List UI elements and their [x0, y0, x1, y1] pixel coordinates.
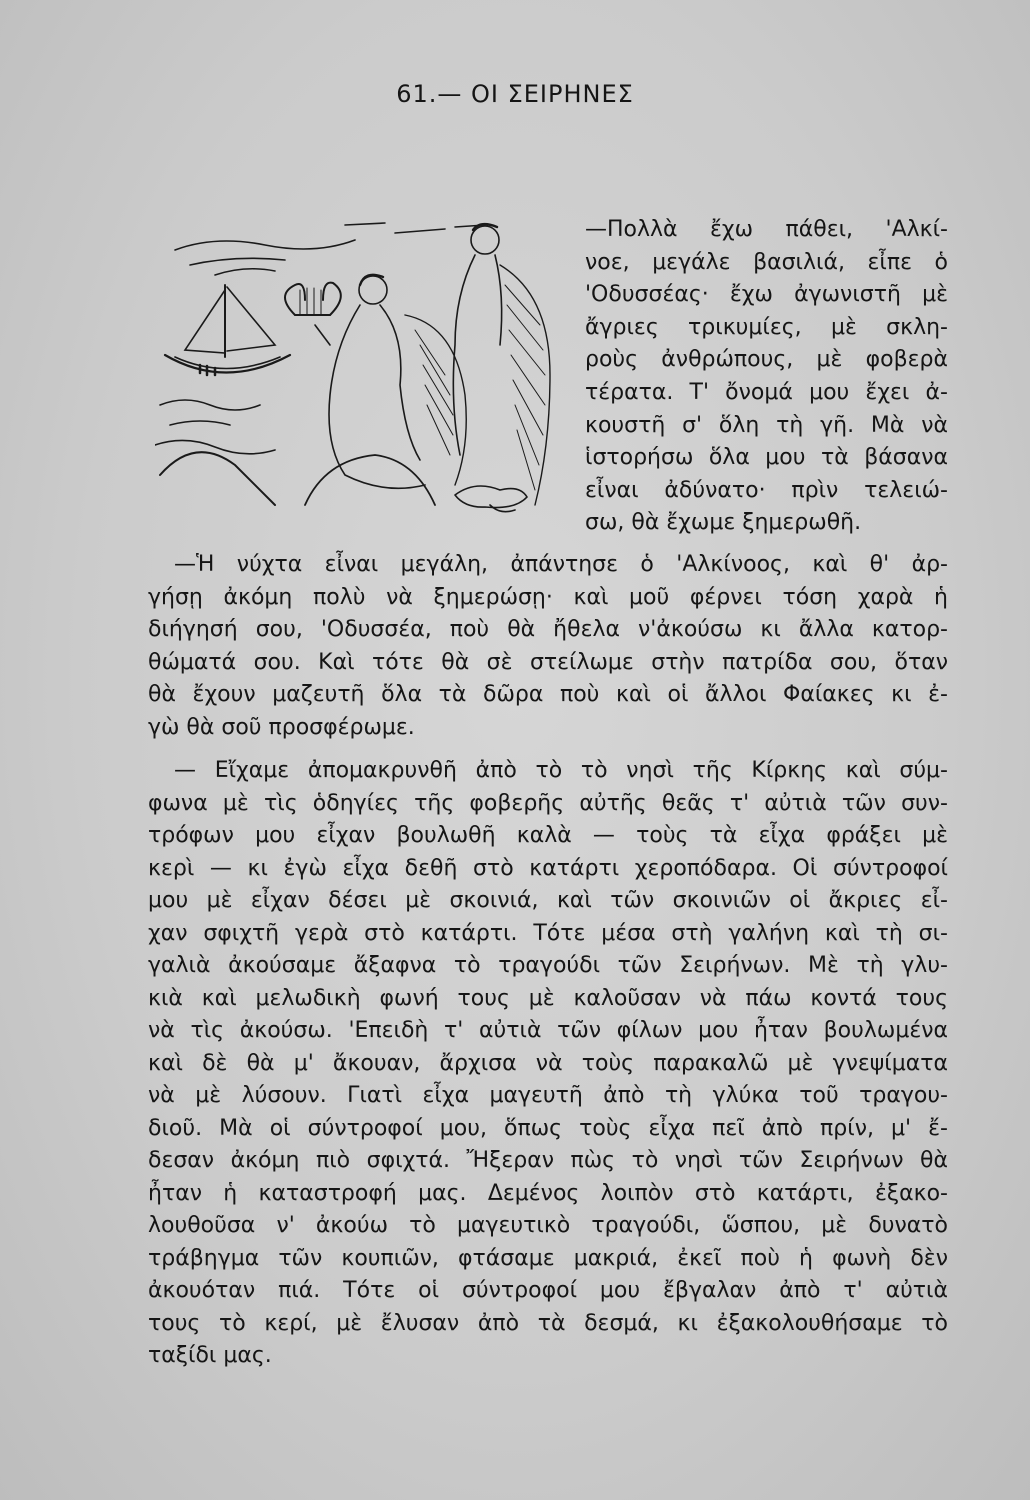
text-line: ἀκουόταν πιά. Τότε οἱ σύντροφοί μου ἔβγαλαν ἀπὸ τ' αὐτιὰ: [148, 1278, 948, 1303]
text-line: —Ἡ νύχτα εἶναι μεγάλη, ἀπάντησε ὁ 'Αλκίνοος, καὶ θ' ἀρ-: [174, 552, 948, 577]
text-line: καὶ δὲ θὰ μ' ἄκουαν, ἄρχισα νὰ τοὺς παρακαλῶ μὲ γνεψίματα: [148, 1050, 948, 1076]
text-line: μου μὲ εἶχαν δέσει μὲ σκοινιά, καὶ τῶν σκοινιῶν οἱ ἄκριες εἶ-: [148, 888, 948, 913]
text-line: θὰ ἔχουν μαζευτῆ ὅλα τὰ δῶρα ποὺ καὶ οἱ ἄλλοι Φαίακες κι ἐ-: [148, 682, 948, 707]
text-line: διοῦ. Μὰ οἱ σύντροφοί μου, ὅπως τοὺς εἶχα πεῖ ἀπὸ πρίν, μ' ἔ-: [148, 1115, 948, 1141]
text-line: — Εἴχαμε ἀπομακρυνθῆ ἀπὸ τὸ τὸ νησὶ τῆς Κίρκης καὶ σύμ-: [174, 758, 948, 783]
text-line: ἱστορήσω ὅλα μου τὰ βάσανα: [585, 445, 948, 471]
text-line: χαν σφιχτῆ γερὰ στὸ κατάρτι. Τότε μέσα στὴ γαλήνη καὶ τὴ σι-: [148, 920, 948, 946]
text-line: γήσῃ ἀκόμη πολὺ νὰ ξημερώσῃ· καὶ μοῦ φέρνει τόση χαρὰ ἡ: [148, 584, 948, 610]
text-line: τρόφων μου εἶχαν βουλωθῆ καλὰ — τοὺς τὰ εἶχα φράξει μὲ: [148, 823, 948, 848]
paragraph-1: [585, 214, 948, 540]
text-line: θώματά σου. Καὶ τότε θὰ σὲ στείλωμε στὴν πατρίδα σου, ὅταν: [148, 649, 948, 675]
text-line: σω, θὰ ἔχωμε ξημερωθῆ.: [585, 510, 862, 536]
paragraph-2: [148, 549, 948, 744]
text-line: ἦταν ἡ καταστροφή μας. Δεμένος λοιπὸν στὸ κατάρτι, ἐξακο-: [148, 1180, 948, 1206]
text-line: νὰ τὶς ἀκούσω. 'Επειδὴ τ' αὐτιὰ τῶν φίλων μου ἦταν βουλωμένα: [148, 1018, 948, 1043]
text-line: λουθοῦσα ν' ἀκούω τὸ μαγευτικὸ τραγούδι, ὥσπου, μὲ δυνατὸ: [148, 1213, 948, 1238]
text-line: νὰ μὲ λύσουν. Γιατὶ εἶχα μαγευτῆ ἀπὸ τὴ γλύκα τοῦ τραγου-: [148, 1083, 948, 1108]
chapter-title: 61.— ΟΙ ΣΕΙΡΗΝΕΣ: [396, 80, 634, 108]
text-line: ταξίδι μας.: [148, 1343, 272, 1368]
text-line: γαλιὰ ἀκούσαμε ἄξαφνα τὸ τραγούδι τῶν Σειρήνων. Μὲ τὴ γλυ-: [148, 953, 948, 978]
text-line: κουστῆ σ' ὅλη τὴ γῆ. Μὰ νὰ: [585, 412, 948, 438]
text-line: εἶναι ἀδύνατο· πρὶν τελειώ-: [585, 477, 948, 503]
text-line: κερὶ — κι ἐγὼ εἶχα δεθῆ στὸ κατάρτι χεροπόδαρα. Οἱ σύντροφοί: [148, 855, 948, 881]
text-line: δεσαν ἀκόμη πιὸ σφιχτά. Ἤξεραν πὼς τὸ νησὶ τῶν Σειρήνων θὰ: [148, 1148, 948, 1173]
text-line: τράβηγμα τῶν κουπιῶν, φτάσαμε μακριά, ἐκεῖ ποὺ ἡ φωνὴ δὲν: [148, 1245, 948, 1271]
text-line: τους τὸ κερί, μὲ ἔλυσαν ἀπὸ τὰ δεσμά, κι ἐξακολουθήσαμε τὸ: [148, 1310, 948, 1336]
text-line: κιὰ καὶ μελωδικὴ φωνή τους μὲ καλοῦσαν νὰ πάω κοντά τους: [148, 985, 948, 1011]
sirens-illustration: [155, 205, 560, 525]
text-line: —Πολλὰ ἔχω πάθει, 'Αλκί-: [585, 217, 948, 242]
text-line: ροὺς ἀνθρώπους, μὲ φοβερὰ: [585, 347, 948, 373]
text-line: νοε, μεγάλε βασιλιά, εἶπε ὁ: [585, 249, 948, 275]
paragraph-3: [148, 755, 948, 1373]
text-line: διήγησή σου, 'Οδυσσέα, ποὺ θὰ ἤθελα ν'ἀκούσω κι ἄλλα κατορ-: [148, 617, 948, 642]
text-line: τέρατα. Τ' ὄνομά μου ἔχει ἀ-: [585, 379, 948, 405]
text-line: 'Οδυσσέας· ἔχω ἀγωνιστῆ μὲ: [585, 282, 948, 308]
text-line: γὼ θὰ σοῦ προσφέρωμε.: [148, 714, 415, 740]
text-line: φωνα μὲ τὶς ὁδηγίες τῆς φοβερῆς αὐτῆς θεᾶς τ' αὐτιὰ τῶν συν-: [148, 790, 948, 816]
text-line: ἄγριες τρικυμίες, μὲ σκλη-: [585, 314, 948, 340]
